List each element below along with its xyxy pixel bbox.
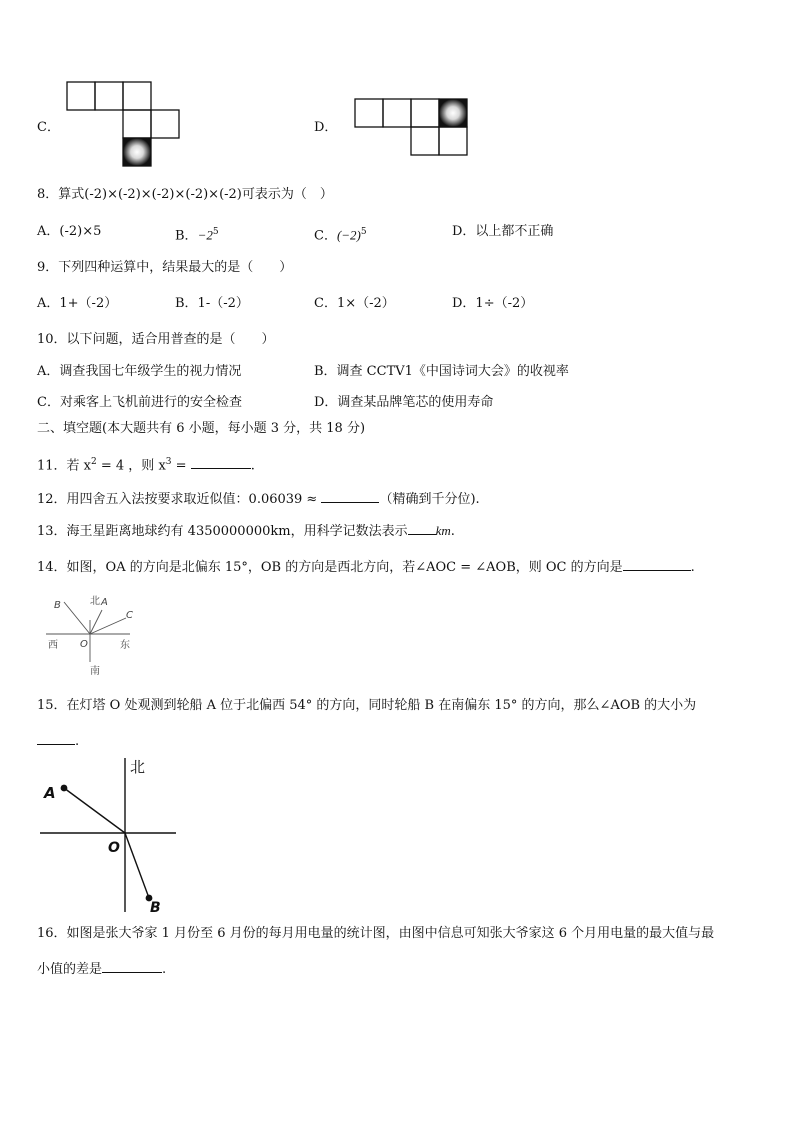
question-9-option-a: A．1+（-2） (37, 296, 118, 311)
question-9-option-b: B．1-（-2） (175, 296, 249, 311)
section-2-heading: 二、填空题(本大题共有 6 小题，每小题 3 分，共 18 分) (37, 421, 366, 436)
question-8-option-d: D．以上都不正确 (452, 224, 554, 239)
option-c-net-figure (66, 81, 182, 168)
question-9-option-c: C．1×（-2） (314, 296, 395, 311)
question-8-stem: 8．算式(-2)×(-2)×(-2)×(-2)×(-2)可表示为（ ） (37, 187, 333, 202)
question-10-option-a: A．调查我国七年级学生的视力情况 (37, 364, 242, 379)
question-8-option-c: C．$(-2)^5$ (314, 227, 367, 244)
answer-blank[interactable] (37, 732, 75, 745)
question-15: 15．在灯塔 O 处观测到轮船 A 位于北偏西 54° 的方向，同时轮船 B 在南偏东 15° 的方向，那么∠AOB 的大小为 (37, 698, 697, 713)
point-a-label: A (101, 597, 108, 608)
option-c-label: C． (37, 120, 60, 135)
question-15-answer-line: . (37, 732, 79, 750)
question-15-compass-figure (36, 752, 181, 917)
question-14: 14．如图，OA 的方向是北偏东 15°，OB 的方向是西北方向，若∠AOC = ∠AOB，则 OC 的方向是 . (37, 560, 695, 575)
answer-blank[interactable] (408, 522, 436, 535)
question-8-option-a: A．(-2)×5 (37, 224, 102, 239)
question-14-compass-figure (44, 590, 144, 678)
north-label: 北 (90, 596, 100, 607)
question-12: 12．用四舍五入法按要求取近似值：0.06039 ≈ （精确到千分位). (37, 492, 480, 507)
east-label: 东 (120, 640, 130, 651)
question-9-stem: 9．下列四种运算中，结果最大的是（ ） (37, 260, 293, 275)
option-d-net-figure (354, 98, 470, 158)
answer-blank[interactable] (623, 558, 691, 571)
point-o-label: O (80, 639, 88, 650)
question-8-option-b: B．$-2^5$ (175, 227, 219, 244)
question-9-option-d: D．1÷（-2） (452, 296, 534, 311)
answer-blank[interactable] (191, 456, 251, 469)
question-10-stem: 10．以下问题，适合用普查的是（ ） (37, 332, 275, 347)
question-11: 11．若 $x^2 = 4$ ，则 $x^3$ = . (37, 457, 255, 474)
question-10-option-c: C．对乘客上飞机前进行的安全检查 (37, 395, 242, 410)
south-label: 南 (90, 666, 100, 677)
question-10-option-d: D．调查某品牌笔芯的使用寿命 (314, 395, 494, 410)
point-b-label: B (150, 900, 161, 916)
point-c-label: C (126, 610, 133, 621)
question-16-line-1: 16．如图是张大爷家 1 月份至 6 月份的每月用电量的统计图，由图中信息可知张大爷家这 6 个月用电量的最大值与最 (37, 926, 715, 941)
point-a-label: A (44, 784, 56, 802)
answer-blank[interactable] (321, 490, 379, 503)
question-10-option-b: B．调查 CCTV1《中国诗词大会》的收视率 (314, 364, 569, 379)
point-o-label: O (108, 840, 120, 856)
west-label: 西 (48, 640, 58, 651)
question-16-line-2: 小值的差是 . (37, 962, 167, 977)
question-13: 13．海王星距离地球约有 4350000000km，用科学记数法表示 km. (37, 523, 455, 539)
option-d-label: D． (314, 120, 338, 135)
point-b-label: B (54, 600, 61, 611)
answer-blank[interactable] (102, 960, 162, 973)
north-label: 北 (130, 758, 146, 776)
